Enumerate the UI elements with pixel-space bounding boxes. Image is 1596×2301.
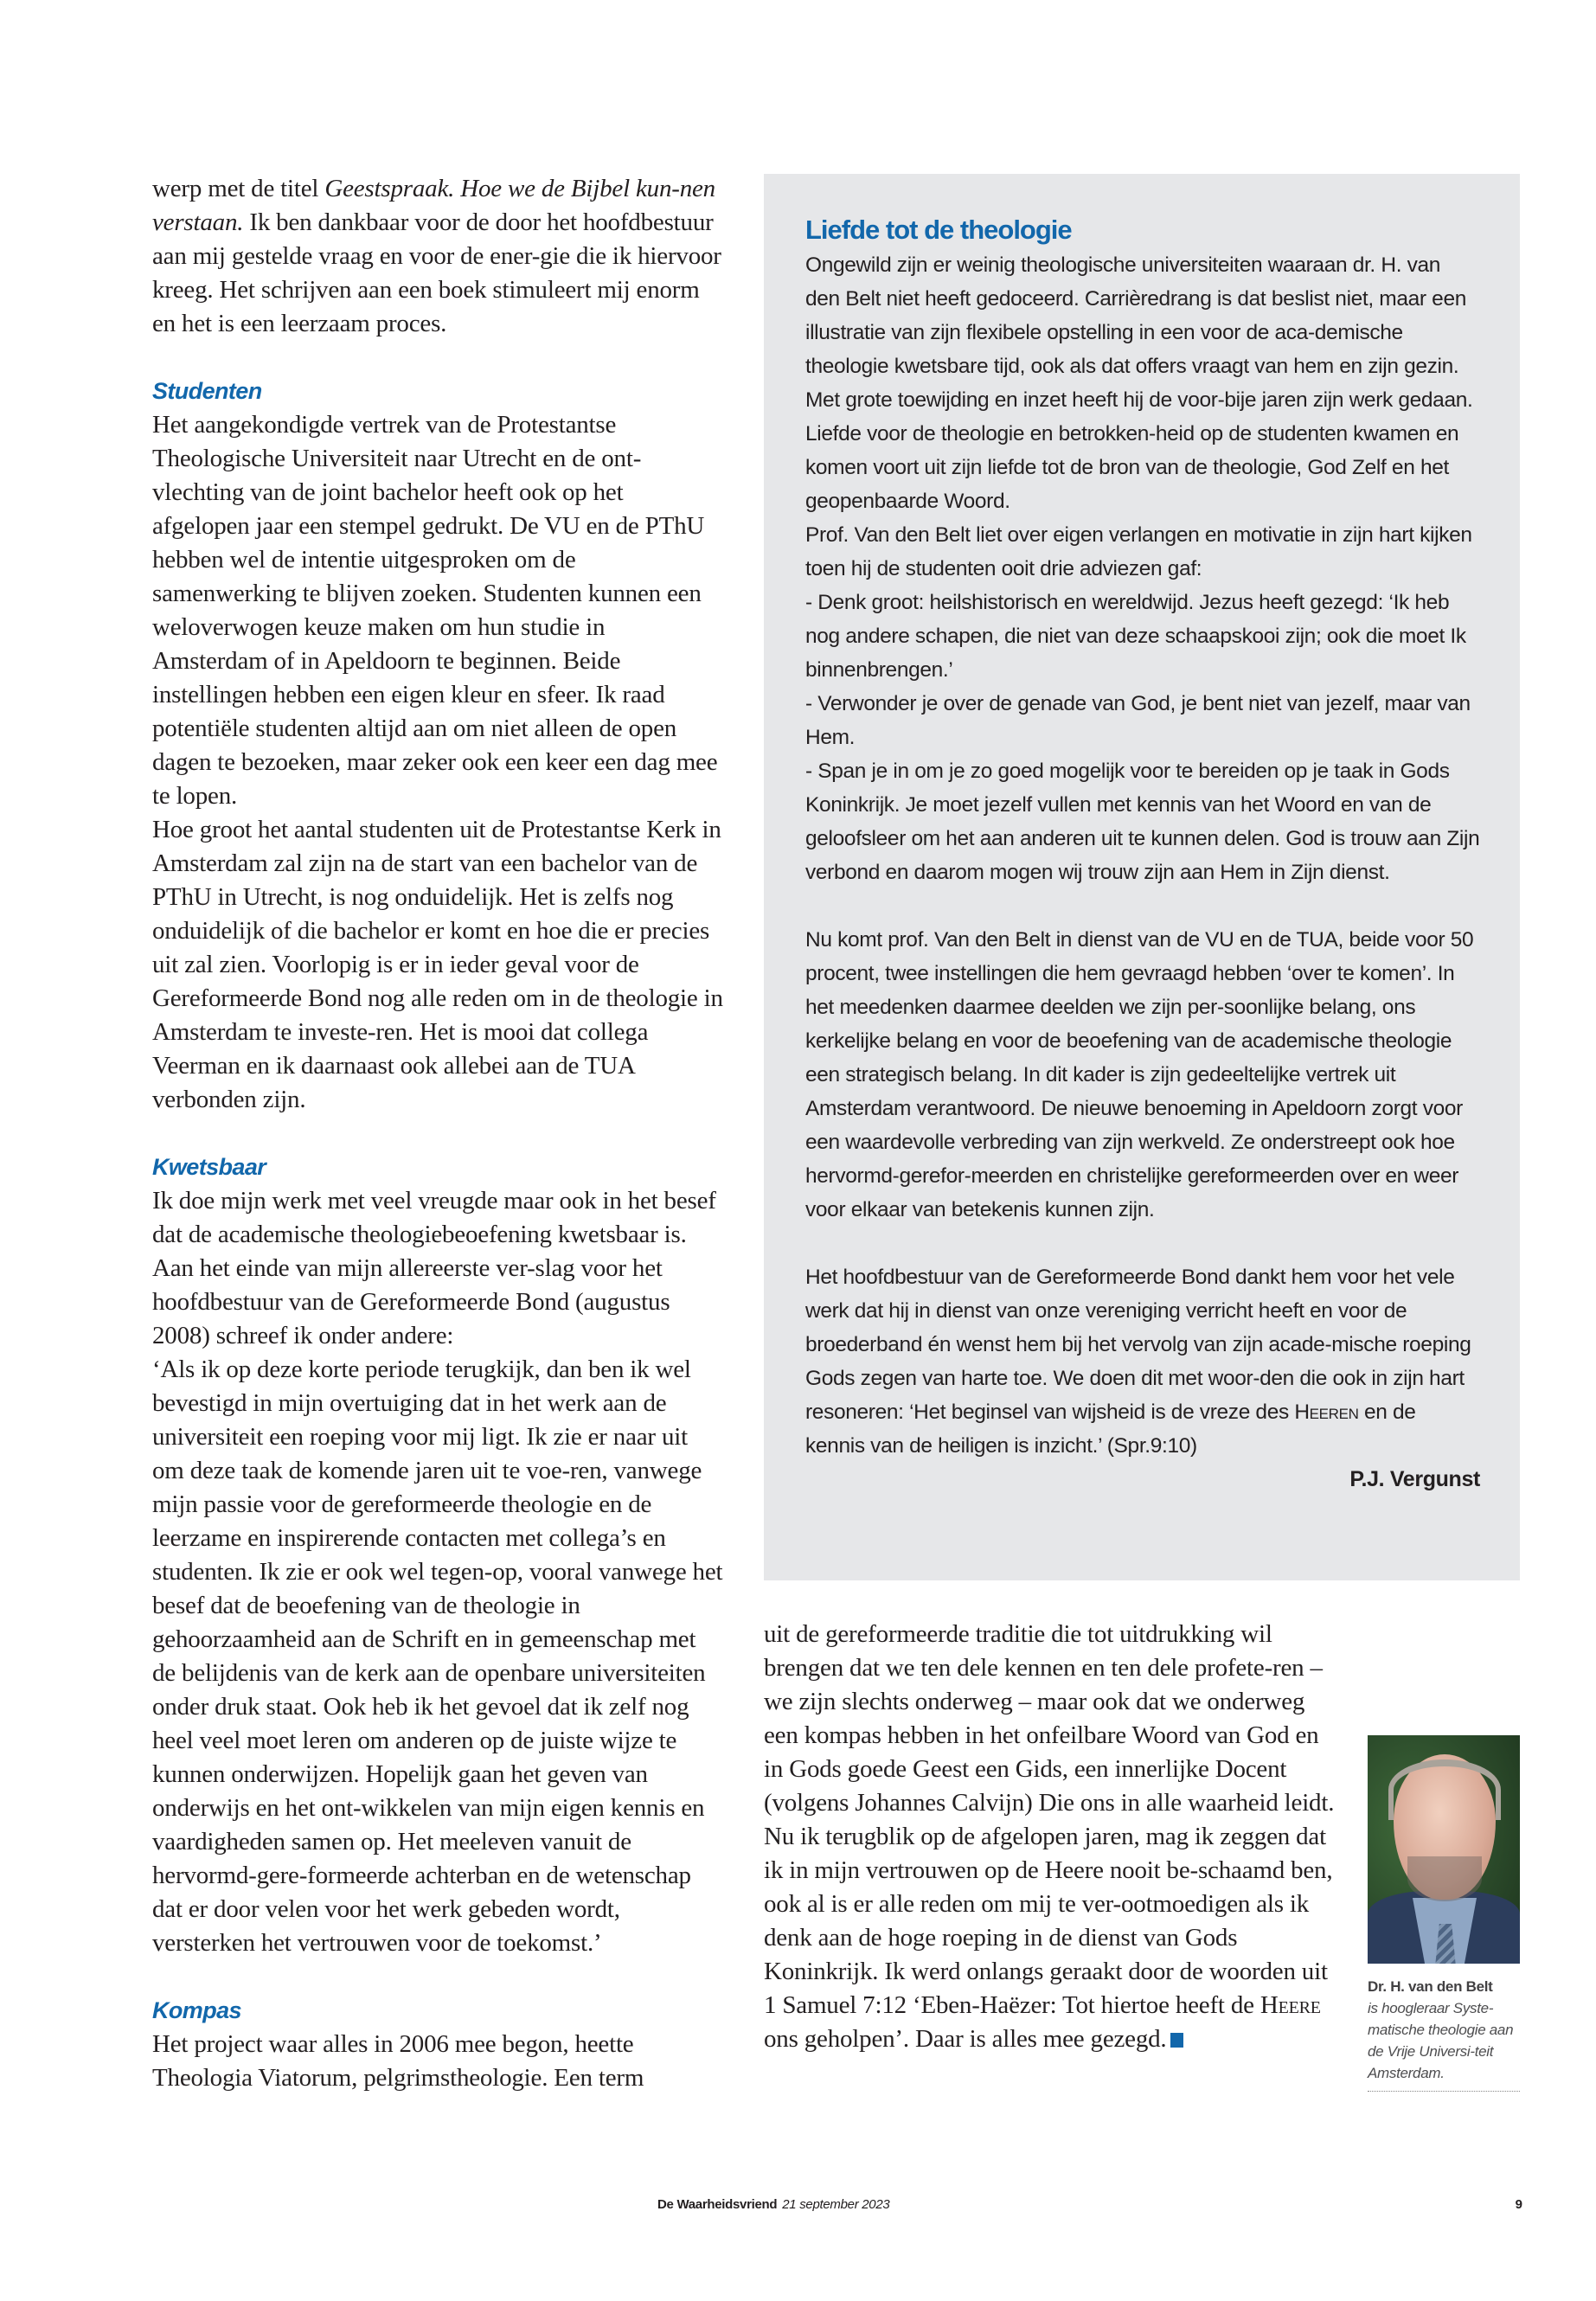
- sidebar-paragraph: Nu komt prof. Van den Belt in dienst van de VU en de TUA, beide voor 50 procent, twee instellingen die hem gevraagd hebben ‘over te komen’. In het meedenken daarmee deelden we zijn per-soonlijke belang, ons kerkelijke belang en voor de beoefening van de academische theologie een strategisch belang. In dit kader is zijn gedeeltelijke vertrek uit Amsterdam verantwoord. De nieuwe benoeming in Apeldoorn zorgt voor een waardevolle verbreding van zijn werkveld. Ze onderstreept ook hoe hervormd-gerefor-meerden en christelijke gereformeerden over en weer voor elkaar van betekenis kunnen zijn.: [805, 928, 1474, 1221]
- book-title: Geestspraak. Hoe we de Bijbel kun-nen verstaan.: [152, 175, 715, 236]
- intro-text: werp met de titel: [152, 175, 325, 202]
- heeren-smallcaps: Heeren: [1294, 1400, 1359, 1424]
- left-column: [152, 172, 723, 2095]
- author-description: is hoogleraar Syste-matische theologie aan de Vrije Universi-teit Amsterdam.: [1368, 2000, 1514, 2081]
- body-text: Nu ik terugblik op de afgelopen jaren, mag ik zeggen dat ik in mijn vertrouwen op de Heere nooit be-schaamd ben, ook al is er alle reden om mij te ver-ootmoedigen als ik denk aan de hoge roeping in de dienst van Gods Koninkrijk. Ik werd onlangs geraakt door de woorden uit 1 Samuel 7:12 ‘Eben-Haëzer: Tot hiertoe heeft de: [764, 1823, 1333, 2019]
- end-of-article-square-icon: [1170, 2033, 1183, 2048]
- caption-divider: [1368, 2091, 1520, 2092]
- author-caption: [1368, 1976, 1520, 2084]
- body-paragraph: Ik doe mijn werk met veel vreugde maar ook in het besef dat de academische theologiebeoefening kwetsbaar is. Aan het einde van mijn allereerste ver-slag voor het hoofdbestuur van de Gereformeerde Bond (augustus 2008) schreef ik onder andere:: [152, 1187, 716, 1349]
- author-photo: [1368, 1735, 1520, 1964]
- body-paragraph: Het aangekondigde vertrek van de Protestantse Theologische Universiteit naar Utrecht en de ont-vlechting van de joint bachelor heeft ook op het afgelopen jaar een stempel gedrukt. De VU en de PThU hebben wel de intentie uitgesproken om de samenwerking te blijven zoeken. Studenten kunnen een weloverwogen keuze maken om hun studie in Amsterdam of in Apeldoorn te beginnen. Beide instellingen hebben een eigen kleur en sfeer. Ik raad potentiële studenten altijd aan om niet alleen de open dagen te bezoeken, maar zeker ook een keer een dag mee te lopen.: [152, 411, 718, 810]
- author-name: Dr. H. van den Belt: [1368, 1978, 1493, 1995]
- page-footer: [657, 2197, 1522, 2223]
- magazine-name: De Waarheidsvriend: [657, 2197, 778, 2212]
- section-heading-kwetsbaar: Kwetsbaar: [152, 1154, 266, 1180]
- sidebar-box: [764, 174, 1520, 1580]
- sidebar-paragraph: Ongewild zijn er weinig theologische universiteiten waaraan dr. H. van den Belt niet heeft gedoceerd. Carrièredrang is dat beslist niet, maar een illustratie van zijn flexibele opstelling in een voor de aca-demische theologie kwetsbare tijd, ook als dat offers vraagt van hem en zijn gezin. Met grote toewijding en inzet heeft hij de voor-bije jaren zijn werk gedaan. Liefde voor de theologie en betrokken-heid op de studenten kwamen en komen voort uit zijn liefde tot de bron van de theologie, God Zelf en het geopenbaarde Woord.: [805, 253, 1473, 513]
- body-paragraph: uit de gereformeerde traditie die tot uitdrukking wil brengen dat we ten dele kennen en ten dele profete-ren – we zijn slechts onderweg – maar ook dat we onderweg een kompas hebben in het onfeilbare Woord van God en in Gods goede Geest een Gids, een innerlijke Docent (volgens Johannes Calvijn) Die ons in alle waarheid leidt.: [764, 1620, 1335, 1817]
- sidebar-paragraph: Prof. Van den Belt liet over eigen verlangen en motivatie in zijn hart kijken toen hij de studenten ooit drie adviezen gaf:: [805, 523, 1472, 580]
- body-text: ons geholpen’. Daar is alles mee gezegd.: [764, 2025, 1167, 2053]
- body-paragraph: Hoe groot het aantal studenten uit de Protestantse Kerk in Amsterdam zal zijn na de start van een bachelor van de PThU in Utrecht, is nog onduidelijk. Het is zelfs nog onduidelijk of die bachelor er komt en hoe die er precies uit zal zien. Voorlopig is er in ieder geval voor de Gereformeerde Bond nog alle reden om in de theologie in Amsterdam te investe-ren. Het is mooi dat collega Veerman en ik daarnaast ook allebei aan de TUA verbonden zijn.: [152, 816, 723, 1113]
- sidebar-text: Het hoofdbestuur van de Gereformeerde Bond dankt hem voor het vele werk dat hij in dienst van onze vereniging verricht heeft en voor de broederband én wenst hem bij het vervolg van zijn acade-mische roeping Gods zegen van harte toe. We doen dit met woor-den die ook in zijn hart resoneren: ‘Het beginsel van wijsheid is de vreze des: [805, 1266, 1471, 1424]
- intro-paragraph: [152, 172, 723, 341]
- sidebar-advice-item: - Denk groot: heilshistorisch en wereldwijd. Jezus heeft gezegd: ‘Ik heb nog andere schapen, die niet van deze schaapskooi zijn; ook die moet Ik binnenbrengen.’: [805, 591, 1466, 682]
- closing-paragraph: [764, 1820, 1335, 2056]
- photo-beard-shape: [1407, 1856, 1482, 1901]
- body-paragraph: Het project waar alles in 2006 mee begon, heette Theologia Viatorum, pelgrimstheologie. Een term: [152, 2030, 644, 2092]
- intro-text-continued: Ik ben dankbaar voor de door het hoofdbestuur aan mij gestelde vraag en voor de ener-gie die ik hiervoor kreeg. Het schrijven aan een boek stimuleert mij enorm en het is een leerzaam proces.: [152, 208, 721, 337]
- sidebar-paragraph: [805, 1260, 1480, 1463]
- right-column: [764, 1618, 1335, 2056]
- section-heading-kompas: Kompas: [152, 1997, 241, 2023]
- issue-date: 21 september 2023: [782, 2197, 890, 2212]
- sidebar-advice-item: - Verwonder je over de genade van God, je bent niet van jezelf, maar van Hem.: [805, 692, 1471, 749]
- signature: P.J. Vergunst: [1349, 1467, 1480, 1491]
- photo-hair-shape: [1388, 1759, 1501, 1820]
- section-heading-studenten: Studenten: [152, 378, 262, 404]
- quote-paragraph: ‘Als ik op deze korte periode terugkijk, dan ben ik wel bevestigd in mijn overtuiging dat in het werk aan de universiteit een roeping voor mij ligt. Ik zie er naar uit om deze taak de komende jaren uit te voe-ren, vanwege mijn passie voor de gereformeerde theologie en de leerzame en inspirerende contacten met collega’s en studenten. Ik zie er ook wel tegen-op, vooral vanwege het besef dat de beoefening van de theologie in gehoorzaamheid aan de Schrift en in gemeenschap met de belijdenis van de kerk aan de openbare universiteiten onder druk staat. Ook heb ik het gevoel dat ik zelf nog heel veel moet leren om anderen op de juiste wijze te kunnen onderwijzen. Hopelijk gaan het geven van onderwijs en het ont-wikkelen van mijn eigen kennis en vaardigheden samen op. Het meeleven vanuit de hervormd-gere-formeerde achterban en de wetenschap dat er door velen voor het werk gebeden wordt, versterken het vertrouwen voor de toekomst.’: [152, 1356, 723, 1957]
- heere-smallcaps: Heere: [1259, 1991, 1321, 2019]
- author-info: [1368, 1735, 1520, 2092]
- sidebar-text: en de kennis van de heiligen is inzicht.’ (Spr.9:10): [805, 1400, 1416, 1458]
- page-number: 9: [1515, 2197, 1522, 2212]
- sidebar-advice-item: - Span je in om je zo goed mogelijk voor te bereiden op je taak in Gods Koninkrijk. Je moet jezelf vullen met kennis van het Woord en van de geloofsleer om het aan anderen uit te kunnen delen. God is trouw aan Zijn verbond en daarom mogen wij trouw zijn aan Hem in Zijn dienst.: [805, 760, 1480, 884]
- sidebar-heading: Liefde tot de theologie: [805, 215, 1072, 245]
